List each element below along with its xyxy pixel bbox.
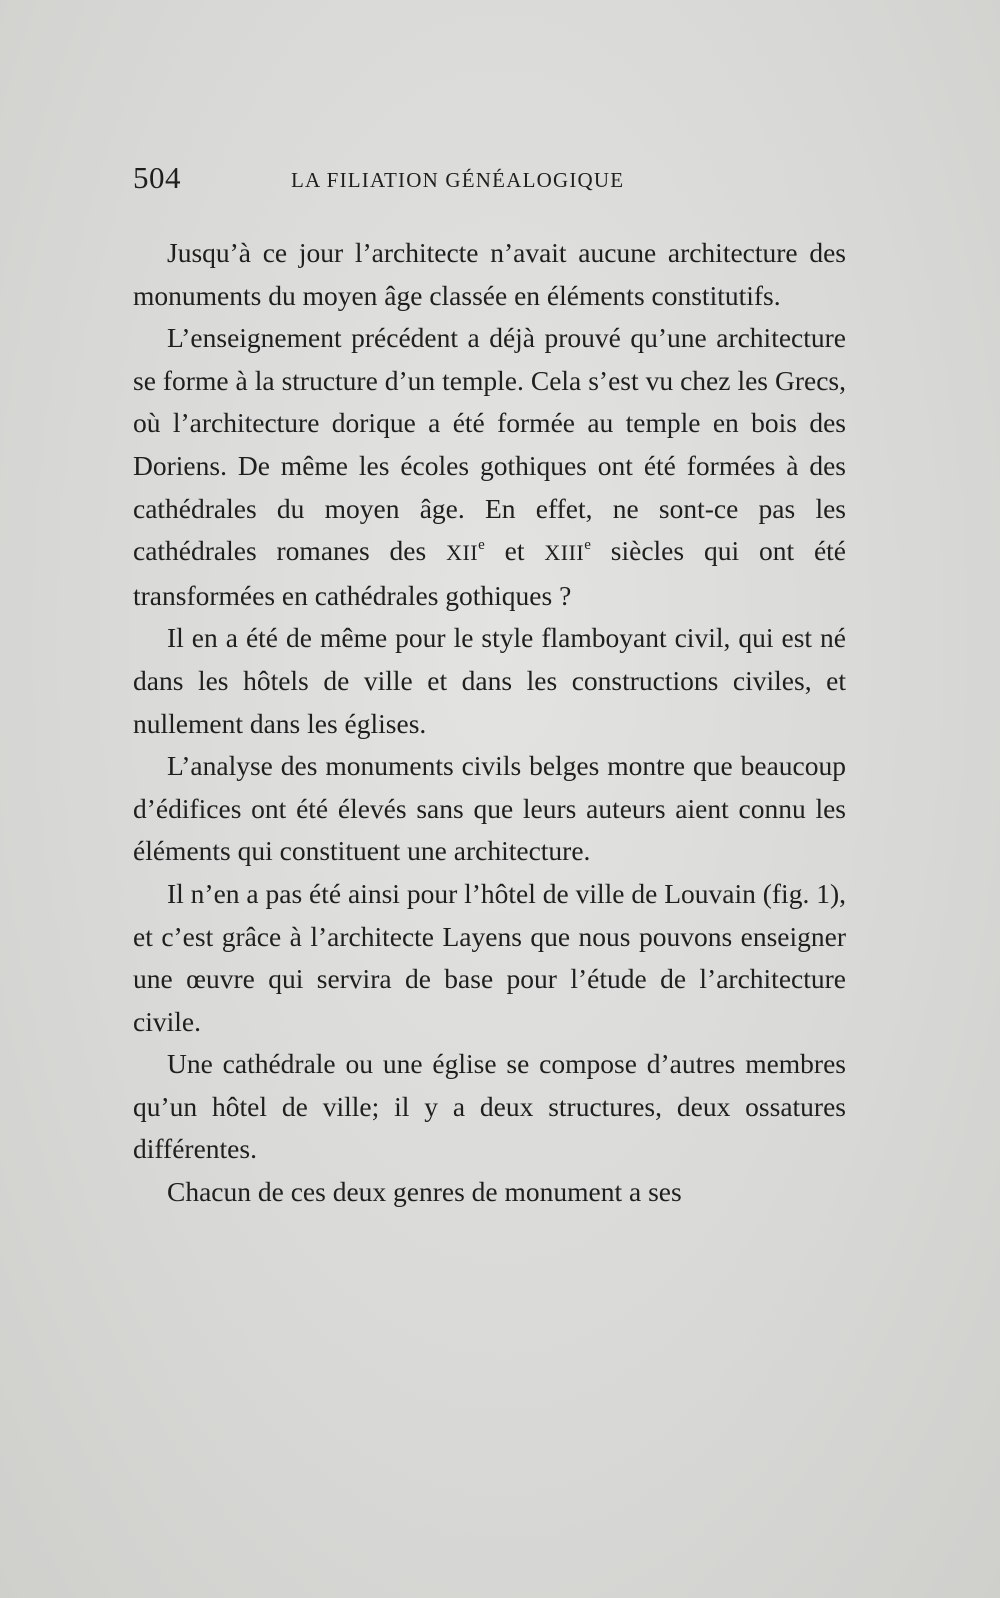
paragraph-text: et [484,535,545,567]
ordinal-superscript: e [478,537,485,554]
paragraph: Chacun de ces deux genres de monument a ses [167,1176,682,1208]
paragraph: Il en a été de même pour le style flamboyant civil, qui est né dans les hôtels de ville et dans les constructions civiles, et nullement dans les églises. [133,622,846,739]
body-text [133,232,846,1214]
paragraph: L’analyse des monuments civils belges montre que beaucoup d’édifices ont été élevés sans que leurs auteurs aient connu les éléments qui constituent une architecture. [133,750,846,867]
ordinal-superscript: e [584,537,591,554]
page-number: 504 [133,160,181,195]
running-title: LA FILIATION GÉNÉALOGIQUE [291,168,625,192]
roman-numeral-13: XIII [544,540,585,566]
paragraph [133,317,846,617]
paragraph-text: L’enseignement précédent a déjà prouvé qu’une architecture se forme à la structure d’un temple. Cela s’est vu chez les Grecs, où l’architecture dorique a été formée au temple en bois des Doriens. De même les écoles gothiques ont été formées à des cathédrales du moyen âge. En effet, ne sont-ce pas les cathédrales romanes des [133,322,846,567]
page-header [133,160,843,200]
paragraph-text: siècles qui ont été transformées en cathédrales gothiques ? [133,535,846,611]
roman-numeral-12: XII [446,540,479,566]
paragraph: Il n’en a pas été ainsi pour l’hôtel de ville de Louvain (fig. 1), et c’est grâce à l’architecte Layens que nous pouvons enseigner une œuvre qui servira de base pour l’étude de l’architecture civile. [133,877,846,1037]
paragraph: Une cathédrale ou une église se compose d’autres membres qu’un hôtel de ville; il y a deux structures, deux ossatures différentes. [133,1048,846,1165]
paragraph: Jusqu’à ce jour l’architecte n’avait aucune architecture des monuments du moyen âge classée en éléments constitutifs. [133,237,846,311]
